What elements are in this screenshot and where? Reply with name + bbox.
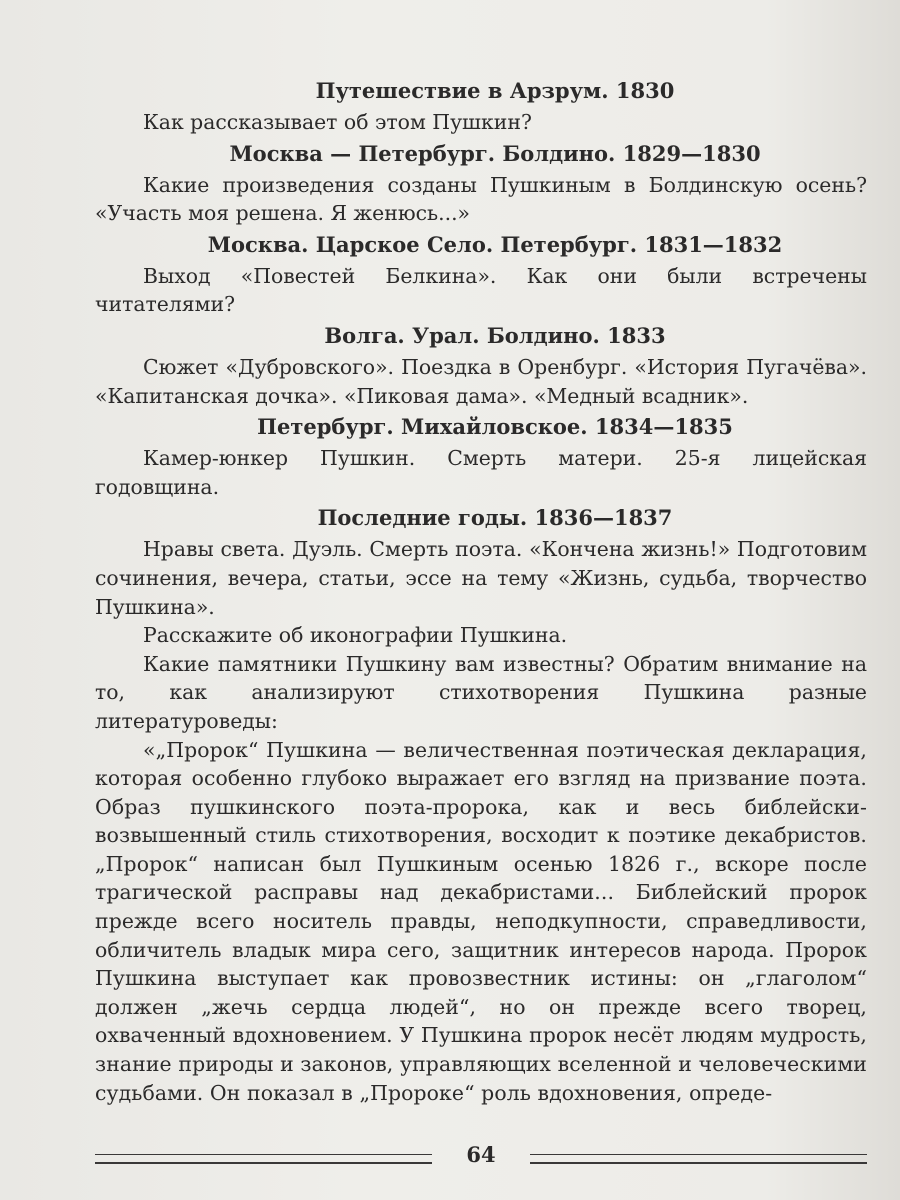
paragraph: Камер-юнкер Пушкин. Смерть матери. 25-я лицейская годовщина.	[95, 446, 867, 499]
section-heading: Последние годы. 1836—1837	[317, 505, 673, 531]
section-tsarskoe-selo	[95, 228, 867, 319]
section-last-years	[95, 501, 867, 1107]
paragraph: Как рассказывает об этом Пушкин?	[143, 110, 532, 134]
section-boldino-1829	[95, 137, 867, 228]
paragraph: Нравы света. Дуэль. Смерть поэта. «Кончена жизнь!» Подготовим сочинения, вечера, статьи, эссе на тему «Жизнь, судьба, творчество Пушкина».	[95, 537, 867, 619]
paragraph: Выход «Повестей Белкина». Как они были встречены читателями?	[95, 263, 867, 317]
section-heading: Путешествие в Арзрум. 1830	[315, 78, 675, 103]
paragraph: Какие памятники Пушкину вам известны? Обратим внимание на то, как анализируют стихотворения Пушкина разные литературоведы:	[95, 651, 867, 733]
page-number: 64	[466, 1142, 496, 1167]
section-heading: Петербург. Михайловское. 1834—1835	[257, 414, 733, 440]
section-volga-ural	[95, 319, 867, 410]
quote-paragraph: «„Пророк“ Пушкина — величественная поэтическая декларация, которая особенно глубоко выражает его взгляд на призвание поэта. Образ пушкинского поэта-пророка, как и весь библейски-возвышенный стиль стихотворения, восходит к поэтике декабристов. „Пророк“ написан был Пушкиным осенью 1826 г., вскоре после трагической расправы над декабристами... Библейский пророк прежде всего носитель правды, неподкупности, справедливости, обличитель владык мира сего, защитник интересов народа. Пророк Пушкина выступает как провозвестник истины: он „глаголом“ должен „жечь сердца людей“, но он прежде всего творец, охваченный вдохновением. У Пушкина пророк несёт людям мудрость, знание природы и законов, управляющих вселенной и человеческими судьбами. Он показал в „Пророке“ роль вдохновения, опреде-	[95, 737, 867, 1105]
section-heading: Волга. Урал. Болдино. 1833	[324, 322, 666, 348]
page-content	[95, 74, 867, 1107]
footer-rule-right	[530, 1154, 867, 1164]
section-heading: Москва. Царское Село. Петербург. 1831—1832	[207, 231, 783, 257]
section-mikhailovskoe	[95, 410, 867, 501]
paragraph: Расскажите об иконографии Пушкина.	[143, 623, 568, 648]
page-footer	[95, 1140, 867, 1180]
section-arzrum	[95, 74, 867, 137]
paragraph: Какие произведения созданы Пушкиным в Болдинскую осень? «Участь моя решена. Я женюсь...»	[95, 172, 867, 226]
section-heading: Москва — Петербург. Болдино. 1829—1830	[229, 140, 761, 166]
paragraph: Сюжет «Дубровского». Поездка в Оренбург. «История Пугачёва». «Капитанская дочка». «Пиковая дама». «Медный всадник».	[95, 354, 867, 408]
